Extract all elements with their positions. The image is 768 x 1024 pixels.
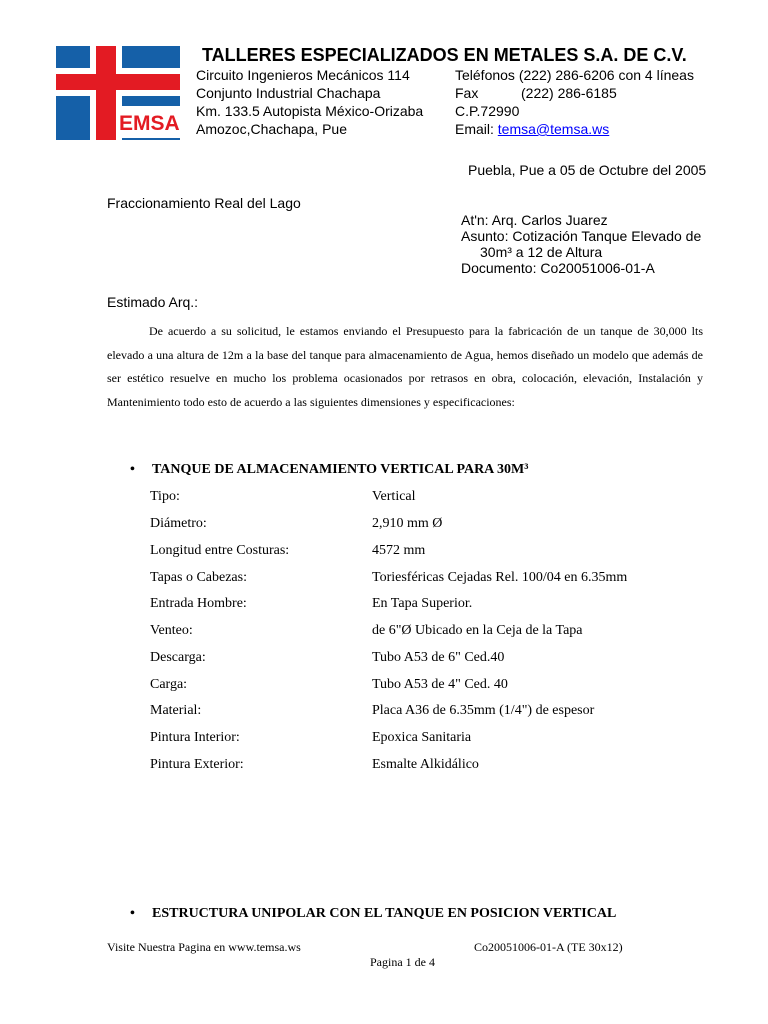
section-tank-title xyxy=(130,462,528,478)
spec-value: Esmalte Alkidálico xyxy=(372,757,479,772)
logo-text: EMSA xyxy=(119,112,180,135)
attention-line: At'n: Arq. Carlos Juarez xyxy=(461,212,608,228)
fax-number: (222) 286-6185 xyxy=(521,85,617,101)
spec-value: Tubo A53 de 4" Ced. 40 xyxy=(372,677,508,692)
bullet-icon: • xyxy=(130,462,135,477)
spec-value: Toriesféricas Cejadas Rel. 100/04 en 6.35mm xyxy=(372,570,628,585)
footer-page-number: Pagina 1 de 4 xyxy=(370,955,435,969)
subject-line-2: 30m³ a 12 de Altura xyxy=(480,244,603,260)
spec-label: Descarga: xyxy=(150,650,206,665)
temsa-logo xyxy=(56,46,180,140)
spec-value: 2,910 mm Ø xyxy=(372,516,443,531)
email-link[interactable]: temsa@temsa.ws xyxy=(497,121,610,137)
letter-date: Puebla, Pue a 05 de Octubre del 2005 xyxy=(468,162,707,178)
spec-value: Vertical xyxy=(372,489,416,504)
spec-value: En Tapa Superior. xyxy=(372,596,473,611)
spec-value: 4572 mm xyxy=(372,543,426,558)
body-paragraph xyxy=(107,320,703,414)
spec-label: Tapas o Cabezas: xyxy=(150,570,247,585)
logo-red-vertical xyxy=(96,46,116,140)
address-line-1: Circuito Ingenieros Mecánicos 114 xyxy=(196,67,410,83)
spec-label: Tipo: xyxy=(150,489,180,504)
spec-label: Material: xyxy=(150,703,202,718)
section-structure-title xyxy=(130,906,616,922)
address-line-2: Conjunto Industrial Chachapa xyxy=(196,85,381,101)
spec-value: Tubo A53 de 6" Ced.40 xyxy=(372,650,505,665)
fax-label: Fax xyxy=(455,85,479,101)
spec-value: de 6"Ø Ubicado en la Ceja de la Tapa xyxy=(372,623,583,638)
spec-value: Epoxica Sanitaria xyxy=(372,730,472,745)
body-text: De acuerdo a su solicitud, le estamos enviando el Presupuesto para la fabricación de un tanque de 30,000 lts elevado a una altura de 12m a la base del tanque para almacenamiento de Agua, hemos diseñado un modelo que además de ser estético resuelve en mucho los problema ocasionados por retrasos en obra, colocación, elevación, Instalación y Mantenimiento todo esto de acuerdo a las siguientes dimensiones y especificaciones: xyxy=(107,324,703,409)
bullet-icon: • xyxy=(130,906,135,921)
subject-line-1: Asunto: Cotización Tanque Elevado de xyxy=(461,228,702,244)
company-name: TALLERES ESPECIALIZADOS EN METALES S.A. DE C.V. xyxy=(202,45,687,65)
greeting: Estimado Arq.: xyxy=(107,294,199,310)
spec-label: Carga: xyxy=(150,677,188,692)
spec-value: Placa A36 de 6.35mm (1/4") de espesor xyxy=(372,703,595,718)
email-label: Email: xyxy=(455,121,498,137)
section-structure-title-text: ESTRUCTURA UNIPOLAR CON EL TANQUE EN POSICION VERTICAL xyxy=(152,906,617,921)
email-line xyxy=(455,120,694,138)
address-line-4: Amozoc,Chachapa, Pue xyxy=(196,121,347,137)
spec-label: Longitud entre Costuras: xyxy=(150,543,290,558)
postal-code: C.P.72990 xyxy=(455,103,520,119)
spec-label: Venteo: xyxy=(150,623,193,638)
attention-block xyxy=(461,212,701,276)
recipient: Fraccionamiento Real del Lago xyxy=(107,195,301,211)
company-address-block xyxy=(196,66,423,138)
section-tank-title-text: TANQUE DE ALMACENAMIENTO VERTICAL PARA 30M³ xyxy=(152,462,529,477)
logo-red-horizontal xyxy=(56,74,180,90)
footer-doc-ref: Co20051006-01-A (TE 30x12) xyxy=(474,940,623,954)
address-line-3: Km. 133.5 Autopista México-Orizaba xyxy=(196,103,424,119)
fax-line xyxy=(455,84,694,102)
spec-label: Pintura Interior: xyxy=(150,730,240,745)
spec-label: Pintura Exterior: xyxy=(150,757,244,772)
footer-website: Visite Nuestra Pagina en www.temsa.ws xyxy=(107,940,301,954)
spec-label: Entrada Hombre: xyxy=(150,596,247,611)
document-number: Documento: Co20051006-01-A xyxy=(461,260,655,276)
spec-label: Diámetro: xyxy=(150,516,207,531)
company-contact-block xyxy=(455,66,694,138)
phone-line: Teléfonos (222) 286-6206 con 4 líneas xyxy=(455,67,694,83)
